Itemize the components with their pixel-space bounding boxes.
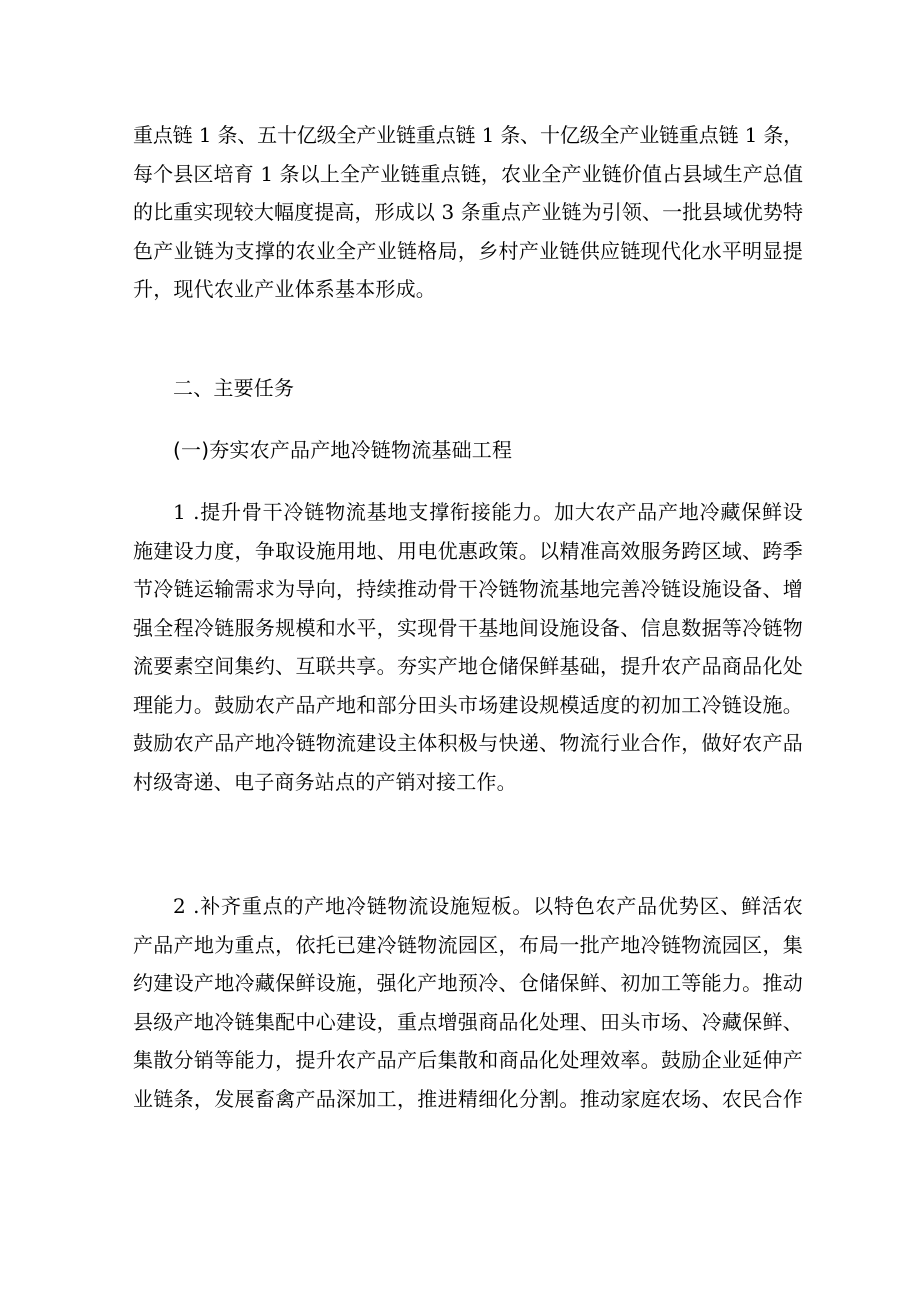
text-line: 1 .提升骨干冷链物流基地支撑衔接能力。加大农产品产地冷藏保鲜设 bbox=[173, 500, 803, 524]
text-line: 升，现代农业产业体系基本形成。 bbox=[133, 277, 436, 301]
intro-paragraph bbox=[133, 116, 803, 309]
text-line: 施建设力度，争取设施用地、用电优惠政策。以精准高效服务跨区域、跨季 bbox=[133, 538, 803, 563]
text-line: 集散分销等能力，提升农产品产后集散和商品化处理效率。鼓励企业延伸产 bbox=[133, 1048, 803, 1072]
text-line: 村级寄递、电子商务站点的产销对接工作。 bbox=[133, 769, 517, 794]
text-line: 每个县区培育 1 条以上全产业链重点链，农业全产业链价值占县域生产总值 bbox=[133, 161, 803, 186]
text-line: 重点链 1 条、五十亿级全产业链重点链 1 条、十亿级全产业链重点链 1 条， bbox=[133, 123, 803, 147]
text-line: 强全程冷链服务规模和水平，实现骨干基地间设施设备、信息数据等冷链物 bbox=[133, 615, 803, 640]
text-line: 理能力。鼓励农产品产地和部分田头市场建设规模适度的初加工冷链设施。 bbox=[133, 692, 803, 717]
paragraph-1 bbox=[133, 493, 803, 801]
paragraph-2 bbox=[133, 887, 803, 1118]
text-line: 流要素空间集约、互联共享。夯实产地仓储保鲜基础，提升农产品商品化处 bbox=[133, 654, 803, 678]
text-line: 鼓励农产品产地冷链物流建设主体积极与快递、物流行业合作，做好农产品 bbox=[133, 731, 803, 755]
text-line: 业链条，发展畜禽产品深加工，推进精细化分割。推动家庭农场、农民合作 bbox=[133, 1086, 803, 1111]
section-heading: 二、主要任务 bbox=[173, 376, 295, 400]
text-line: 约建设产地冷藏保鲜设施，强化产地预冷、仓储保鲜、初加工等能力。推动 bbox=[133, 971, 803, 995]
text-line: 2 .补齐重点的产地冷链物流设施短板。以特色农产品优势区、鲜活农 bbox=[173, 894, 803, 918]
text-line: 色产业链为支撑的农业全产业链格局，乡村产业链供应链现代化水平明显提 bbox=[133, 238, 803, 263]
text-line: 的比重实现较大幅度提高，形成以 3 条重点产业链为引领、一批县域优势特 bbox=[133, 200, 803, 224]
text-line: 节冷链运输需求为导向，持续推动骨干冷链物流基地完善冷链设施设备、增 bbox=[133, 577, 803, 601]
subsection-heading: (一)夯实农产品产地冷链物流基础工程 bbox=[173, 438, 513, 462]
text-line: 产品产地为重点，依托已建冷链物流园区，布局一批产地冷链物流园区，集 bbox=[133, 932, 803, 957]
text-line: 县级产地冷链集配中心建设，重点增强商品化处理、田头市场、冷藏保鲜、 bbox=[133, 1009, 803, 1034]
